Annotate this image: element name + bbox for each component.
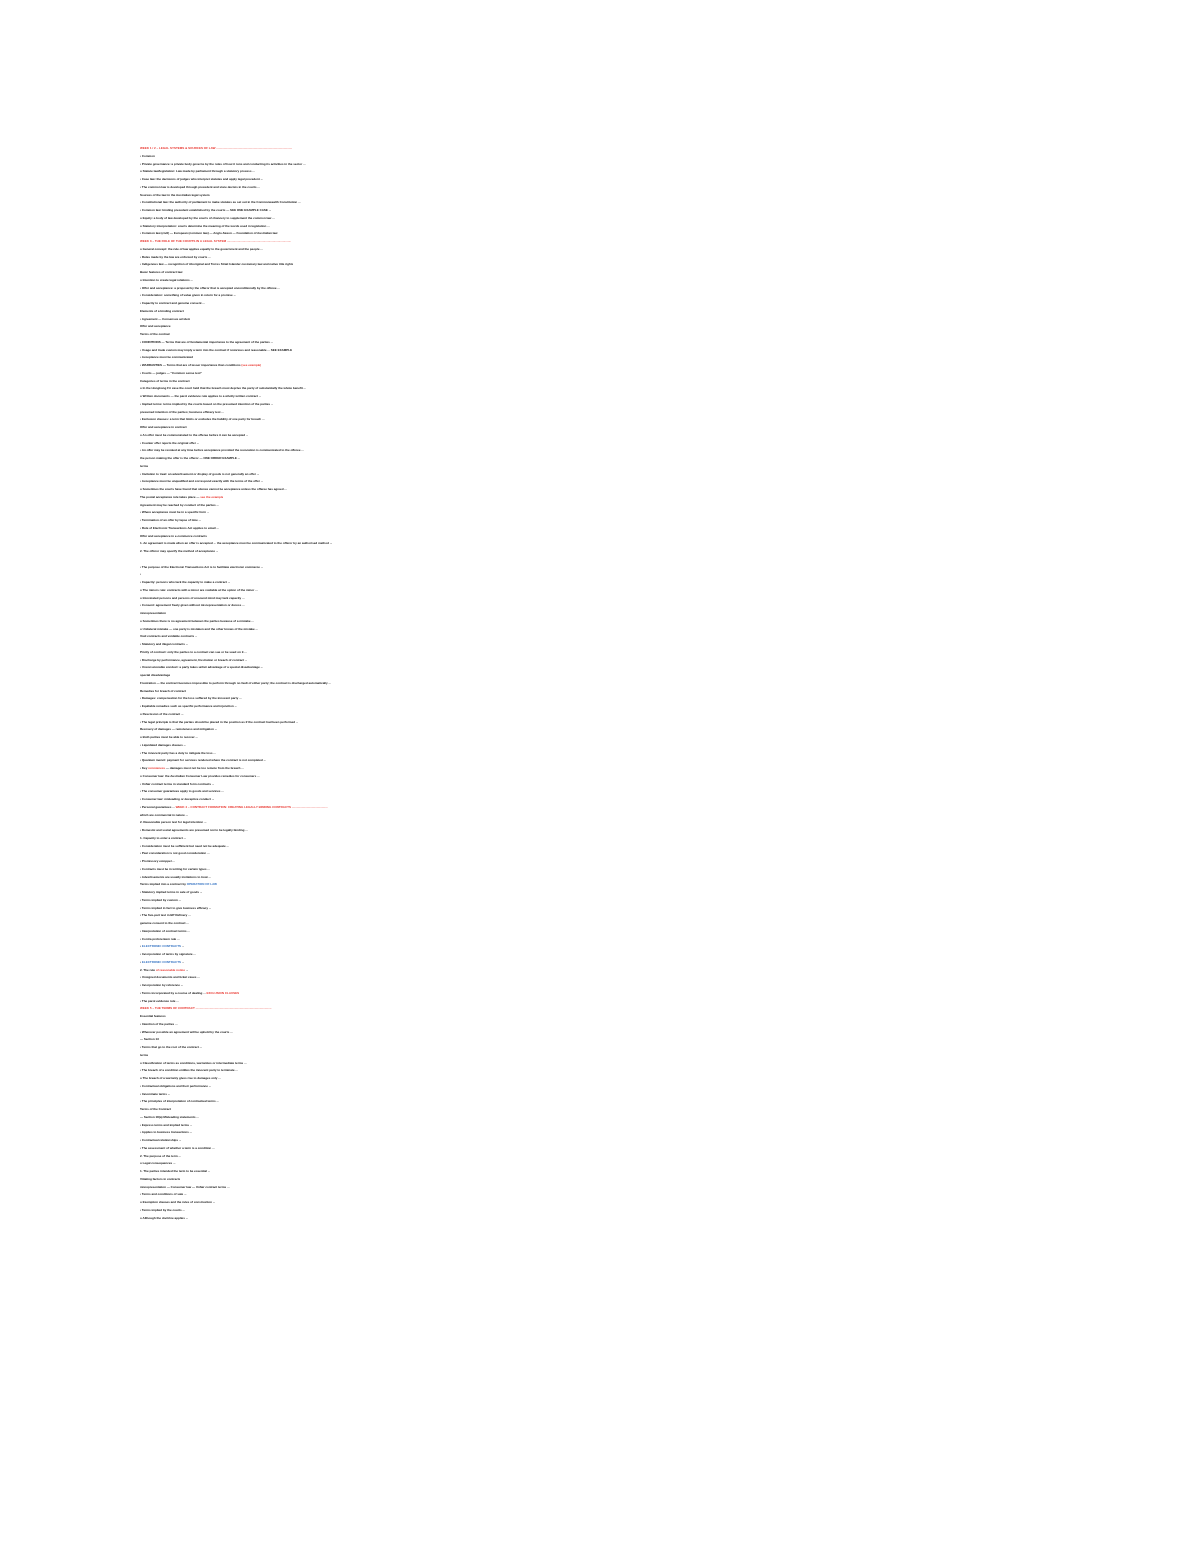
line-text: • Capacity: persons who lack the capacity to make a contract ... (140, 580, 231, 584)
line-text: • Terms that go to the root of the contract ... (140, 1045, 203, 1049)
line-text: • Consideration must be sufficient but need not be adequate ... (140, 843, 230, 848)
document-line (140, 673, 170, 677)
line-text: • The consumer guarantees apply to goods and services ... (140, 789, 224, 794)
document-line (140, 782, 214, 786)
document-line (140, 565, 263, 569)
document-line (140, 402, 273, 406)
line-text: • The common law is developed through precedent and stare decisis in the courts ... (140, 184, 260, 189)
document-line (140, 758, 266, 762)
line-text: Offer and acceptance (140, 324, 171, 329)
line-text: o Classification of terms as conditions, warranties or intermediate terms ... (140, 1060, 247, 1065)
line-text: o Legal consequences ... (140, 1161, 176, 1166)
line-text: • The innocent party has a duty to mitigate the loss ... (140, 750, 216, 755)
document-page (140, 140, 740, 1420)
document-line (140, 727, 217, 731)
line-text: • Intention of the parties ... (140, 1021, 178, 1026)
line-text: 2. The rule (140, 967, 156, 972)
document-line (140, 913, 191, 917)
line-text: • Terms and conditions of sale ... (140, 1192, 187, 1197)
line-text-tail: ... (181, 959, 185, 964)
line-text: • Domestic and social agreements are presumed not to be legally binding ... (140, 828, 248, 832)
document-line (140, 1192, 187, 1196)
document-line (140, 999, 179, 1003)
document-line (140, 510, 209, 514)
document-line (140, 1138, 181, 1142)
document-line (140, 177, 263, 181)
line-text: • Common (140, 153, 155, 158)
line-text-tail: ... (185, 967, 189, 972)
line-text: • Acceptance must be communicated (140, 355, 193, 360)
line-text: o Written documents — the parol evidence rule applies to a wholly written contract ... (140, 394, 262, 398)
line-text: • Terms implied by custom ... (140, 897, 182, 902)
line-text: • The principles of interpretation of contractual terms ... (140, 1099, 220, 1104)
document-line (140, 301, 205, 305)
line-text: o The breach of a warranty gives rise to damages only ... (140, 1076, 221, 1080)
line-text: o In the Hongkong Fir case the court held that the breach must deprive the party of substantially the whole benefit ... (140, 386, 307, 391)
document-line (140, 503, 219, 507)
highlighted-text: (see example) (241, 363, 262, 367)
line-text: • The breach of a condition entitles the innocent party to terminate ... (140, 1068, 238, 1073)
document-line (140, 890, 202, 894)
line-text: • Consideration: something of value given in return for a promise ... (140, 293, 237, 298)
line-text: • (140, 572, 142, 577)
document-line (140, 828, 248, 832)
document-line (140, 332, 170, 336)
document-line (140, 394, 261, 398)
document-line (140, 789, 224, 793)
line-text-tail: — damages must not be too remote from the breach ... (165, 766, 244, 770)
document-line (140, 348, 292, 352)
line-text: o Statutory interpretation: courts determine the meaning of the words used in legislation ... (140, 223, 270, 228)
document-line (140, 944, 184, 948)
section-heading (140, 239, 291, 243)
line-text: The postal acceptance rule takes place — (140, 494, 201, 499)
line-text: • Termination of an offer by lapse of time ... (140, 518, 202, 522)
line-text: Offer and acceptance in e-commerce contracts (140, 533, 207, 538)
line-text: • Wherever possible an agreement will be upheld by the courts ... (140, 1029, 233, 1034)
line-text: 1. The parties intended the term to be essential ... (140, 1169, 211, 1173)
document-line (140, 720, 298, 724)
document-line (140, 1053, 148, 1057)
document-line (140, 231, 278, 235)
line-text: Terms of the Contract (140, 1107, 171, 1111)
document-line (140, 371, 202, 375)
line-text: o Statute law/legislation: Law made by parliament through a statutory process ... (140, 169, 255, 174)
document-line (140, 1169, 210, 1173)
document-line (140, 386, 306, 390)
line-text: • Acceptance must be unqualified and correspond exactly with the terms of the offer ... (140, 479, 264, 484)
document-line (140, 1123, 192, 1127)
document-line (140, 309, 184, 313)
document-line (140, 1177, 180, 1181)
line-text: o General concept: the rule of law applies equally to the government and the people ... (140, 246, 263, 251)
document-line (140, 689, 186, 693)
document-line (140, 479, 263, 483)
line-text: o Both parties must be able to recover ... (140, 735, 199, 739)
document-line (140, 1146, 215, 1150)
document-line (140, 379, 190, 383)
document-line (140, 185, 260, 189)
line-text: • Interpretation of contract terms ... (140, 928, 190, 933)
line-text-tail: ... (181, 944, 185, 949)
document-line (140, 1084, 211, 1088)
line-text: • Express terms and implied terms ... (140, 1122, 193, 1127)
line-text: • Counter offer rejects the original offer ... (140, 440, 200, 445)
document-line (140, 464, 148, 468)
line-text: • Advertisements are usually invitations to treat ... (140, 874, 211, 879)
document-line (140, 224, 270, 228)
line-text: Terms of the contract (140, 332, 171, 336)
line-text: • Where acceptance must be in a specific form ... (140, 510, 210, 515)
document-line (140, 200, 301, 204)
line-text: • (140, 944, 142, 949)
line-text: o Although the doctrine applies ... (140, 1215, 189, 1220)
document-line (140, 960, 184, 964)
line-text: • Common law: binding precedent established by the courts — SEE ONE EXAMPLE CASE ... (140, 208, 272, 212)
line-text: Frustration — the contract becomes impossible to perform through no fault of either party; the contract is discharged automatically ... (140, 680, 332, 685)
document-line (140, 1130, 192, 1134)
line-text: o Consumer law: the Australian Consumer Law provides remedies for consumers ... (140, 773, 260, 778)
document-line (140, 991, 239, 995)
line-text: o Equity: a body of law developed by the courts of chancery to supplement the common law ... (140, 215, 275, 220)
document-line (140, 882, 217, 886)
document-line (140, 1076, 221, 1080)
line-text: • Statutory and illegal contracts ... (140, 642, 189, 646)
document-line (140, 572, 141, 576)
line-text: o Intoxicated persons and persons of unsound mind may lack capacity ... (140, 595, 245, 600)
document-line (140, 906, 211, 910)
line-text: presumed intention of the parties; business efficacy test ... (140, 409, 224, 414)
line-text: • Unfair contract terms in standard form contracts ... (140, 781, 215, 786)
line-text: Remedies for breach of contract (140, 688, 187, 693)
line-text: Terms implied into a contract by (140, 882, 187, 887)
document-line (140, 983, 183, 987)
highlighted-text: remoteness (148, 766, 166, 770)
line-text: • Contractual relationships ... (140, 1138, 182, 1142)
line-text: • Innominate terms ... (140, 1091, 171, 1096)
line-text: o Rescission of the contract ... (140, 711, 184, 716)
line-text: • WARRANTIES — Terms that are of lesser importance than conditions (140, 363, 242, 367)
document-line (140, 1208, 185, 1212)
line-text: • Capacity to contract and genuine consent ... (140, 301, 205, 305)
document-line (140, 665, 263, 669)
document-line (140, 495, 223, 499)
document-line (140, 433, 248, 437)
line-text: • Personal guarantees ... (140, 804, 176, 809)
line-text: • Contra proferentem rule ... (140, 936, 180, 941)
line-text: o An offer must be communicated to the offeree before it can be accepted ... (140, 432, 249, 437)
line-text: WEEK 5 – THE TERMS OF CONTRACT ........................................................................................... (140, 1006, 272, 1011)
line-text: Offer and acceptance in contract (140, 425, 187, 429)
document-line (140, 324, 171, 328)
document-line (140, 859, 175, 863)
document-line (140, 278, 193, 282)
document-line (140, 270, 183, 274)
line-text: o Unilateral mistake — one party is mistaken and the other knows of the mistake ... (140, 626, 259, 631)
line-text: • An offer may be revoked at any time before acceptance provided the revocation is communicated to the offeree ... (140, 448, 304, 453)
line-text: Recovery of damages — remoteness and mitigation ... (140, 727, 218, 732)
document-line (140, 1022, 178, 1026)
document-line (140, 968, 188, 972)
document-line (140, 355, 193, 359)
document-line (140, 1216, 188, 1220)
document-line (140, 805, 328, 809)
line-text: 1. Capacity to enter a contract ... (140, 835, 187, 840)
line-text: • Applies to business transactions ... (140, 1130, 193, 1135)
document-line (140, 1037, 159, 1041)
line-text: — Section 13 (140, 1037, 159, 1042)
document-line (140, 580, 230, 584)
line-text: o Exemption clauses and the rules of construction ... (140, 1200, 216, 1204)
line-text: the person making the offer is the offeror — ONE ORDER EXAMPLE ... (140, 456, 241, 460)
document-line (140, 1068, 238, 1072)
document-line (140, 340, 273, 344)
line-text: which are commercial in nature ... (140, 812, 189, 817)
document-line (140, 208, 271, 212)
document-line (140, 929, 190, 933)
document-line (140, 247, 263, 251)
line-text: — Section 18(a) Misleading statements ... (140, 1114, 199, 1119)
section-heading (140, 1006, 272, 1010)
document-line (140, 1045, 202, 1049)
line-text: Categories of terms in the contract (140, 378, 190, 383)
line-text: o Sometimes the courts have found that silence cannot be acceptance unless the offeree has agreed ... (140, 487, 287, 491)
line-text: • Quantum meruit: payment for services rendered where the contract is not completed ... (140, 758, 267, 763)
document-line (140, 619, 254, 623)
document-line (140, 363, 261, 367)
document-line (140, 1014, 166, 1018)
line-text: • Statutory implied terms in sale of goods ... (140, 890, 203, 894)
line-text: • (140, 959, 142, 964)
line-text: • Agreement — Consensus ad idem (140, 316, 191, 321)
line-text: • Common law (civil) — European (common law) — Anglo-Saxon — Foundation of Australian law (140, 231, 278, 236)
document-line (140, 774, 260, 778)
highlighted-text: OPERATION OF LAW (186, 882, 217, 887)
line-text: misrepresentation (140, 611, 167, 615)
document-line (140, 441, 199, 445)
document-line (140, 650, 247, 654)
document-line (140, 216, 275, 220)
line-text: • Terms implied by the courts ... (140, 1207, 186, 1212)
document-line (140, 425, 187, 429)
line-text: 1. An agreement is made when an offer is accepted ... the acceptance must be communicated to the offeror by an authorised method ... (140, 541, 333, 546)
document-line (140, 898, 181, 902)
document-line (140, 658, 247, 662)
line-text: • The legal principle is that the parties should be placed in the position as if the contract had been performed ... (140, 719, 299, 724)
line-text: WEEK 3 – THE ROLE OF THE COURTS IN A LEGAL SYSTEM ............................................................................. (140, 239, 292, 243)
document-line (140, 937, 180, 941)
line-text: Elements of a binding contract (140, 308, 184, 313)
document-line (140, 1030, 233, 1034)
line-text: • Offer and acceptance: a proposal by the offeror that is accepted unconditionally by the offeree ... (140, 285, 280, 290)
document-line (140, 549, 218, 553)
document-line (140, 712, 184, 716)
line-text: • Equitable remedies such as specific performance and injunction ... (140, 704, 238, 708)
document-line (140, 735, 198, 739)
highlighted-text: see the example (200, 494, 224, 499)
document-line (140, 642, 188, 646)
document-line (140, 603, 245, 607)
line-text: • Rules made by the law are enforced by courts ... (140, 254, 211, 259)
line-text: genuine consent to the contract ... (140, 921, 189, 925)
line-text: • Contractual obligations and their performance ... (140, 1083, 212, 1088)
document-line (140, 169, 255, 173)
line-text: • Past consideration is not good consideration ... (140, 851, 210, 856)
line-text: • The assessment of whether a term is a condition ... (140, 1145, 215, 1150)
line-text: terms (140, 463, 149, 468)
document-line (140, 588, 258, 592)
document-line (140, 696, 242, 700)
line-text: • Terms incorporated by a course of dealing ... (140, 990, 207, 995)
document-line (140, 952, 196, 956)
document-line (140, 851, 210, 855)
document-line (140, 1200, 215, 1204)
document-line (140, 836, 186, 840)
document-line (140, 611, 166, 615)
document-line (140, 1107, 171, 1111)
document-line (140, 797, 214, 801)
line-text: terms (140, 1052, 149, 1057)
line-text: 2. Reasonable person test for legal intention ... (140, 820, 207, 825)
document-line (140, 541, 332, 545)
line-text: Essential features (140, 1014, 166, 1018)
line-text: • Implied terms: terms implied by the courts based on the presumed intention of the parties ... (140, 401, 274, 406)
document-line (140, 417, 265, 421)
highlighted-text: ELECTRONIC CONTRACTS (141, 959, 182, 964)
document-body (140, 140, 740, 1420)
line-text: o Sometimes there is no agreement between the parties because of a mistake ... (140, 618, 254, 623)
document-line (140, 1161, 176, 1165)
document-line (140, 193, 210, 197)
line-text: • Consumer law: misleading or deceptive conduct ... (140, 797, 215, 801)
document-line (140, 743, 186, 747)
highlighted-text: of reasonable notice (155, 967, 186, 972)
line-text: o Intention to create legal relations ... (140, 277, 194, 282)
line-text: • Rule of Electronic Transactions Act applies to email ... (140, 525, 219, 530)
document-line (140, 162, 306, 166)
line-text: Basic features of contract law (140, 270, 183, 274)
document-line (140, 255, 211, 259)
line-text: • Unsigned documents and ticket cases ... (140, 975, 200, 980)
document-line (140, 456, 240, 460)
line-text: • Contracts must be in writing for certain types ... (140, 866, 210, 871)
document-line (140, 526, 219, 530)
line-text: • Consent: agreement freely given without misrepresentation or duress ... (140, 603, 245, 608)
document-line (140, 262, 293, 266)
line-text: • CONDITIONS — Terms that are of fundamental importance to the agreement of the parties ... (140, 339, 274, 344)
document-line (140, 704, 237, 708)
document-line (140, 844, 229, 848)
line-text: • Constitutional law: the authority of parliament to make statutes as set out in the Commonwealth Constitution ... (140, 200, 301, 205)
document-line (140, 634, 197, 638)
document-line (140, 1061, 247, 1065)
line-text: • Terms implied in fact to give business efficacy ... (140, 905, 212, 910)
line-text: 2. The offeror may specify the method of acceptance ... (140, 549, 219, 553)
document-line (140, 293, 236, 297)
line-text: • Usage and trade custom may imply a term into the contract if notorious and reasonable ... SEE EXAMPLE (140, 347, 293, 352)
line-text: • Promissory estoppel ... (140, 859, 175, 863)
line-text: • Case law: the decisions of judges who interpret statutes and apply legal precedent ... (140, 177, 264, 181)
document-line (140, 813, 188, 817)
highlighted-text: WEEK 4 – CONTRACT FORMATION: CREATING LEGALLY BINDING CONTRACTS ........................................... (175, 804, 328, 809)
line-text: • Private governance: a private body governs by the rules of how it runs and conducting its activities in the sector ... (140, 161, 306, 166)
document-line (140, 681, 331, 685)
section-heading (140, 146, 292, 150)
document-line (140, 1099, 219, 1103)
line-text: o The minors rule: contracts with a minor are voidable at the option of the minor ... (140, 587, 258, 592)
document-line (140, 472, 259, 476)
document-line (140, 751, 216, 755)
document-line (140, 154, 155, 158)
line-text: Privity of contract: only the parties to a contract can sue or be sued on it ... (140, 649, 247, 654)
line-text: • Unconscionable conduct: a party takes unfair advantage of a special disadvantage ... (140, 665, 264, 670)
line-text: misrepresentation — Consumer law — Unfair contract terms ... (140, 1184, 230, 1189)
line-text: • The purpose of the Electronic Transactions Act is to facilitate electronic commerce ... (140, 564, 264, 569)
document-line (140, 875, 211, 879)
line-text: • Liquidated damages clauses ... (140, 742, 187, 747)
line-text: • Key (140, 766, 149, 770)
line-text: • Indigenous law — recognition of Aboriginal and Torres Strait Islander customary law and native title rights (140, 262, 294, 267)
line-text: Sources of the law in the Australian legal system (140, 192, 210, 197)
line-text: • Invitation to treat: an advertisement or display of goods is not generally an offer ... (140, 471, 260, 476)
document-line (140, 766, 244, 770)
line-text: • The parol evidence rule ... (140, 998, 179, 1003)
line-text: special disadvantage (140, 673, 171, 677)
document-line (140, 1092, 170, 1096)
document-line (140, 534, 207, 538)
document-line (140, 867, 210, 871)
line-text: • Exclusion clauses: a term that limits or excludes the liability of one party for breach ... (140, 417, 265, 422)
document-line (140, 518, 201, 522)
line-text: • Incorporation by reference ... (140, 983, 184, 987)
line-text: Vitiating factors in contracts (140, 1176, 181, 1181)
document-line (140, 448, 304, 452)
line-text: • Incorporation of terms by signature ... (140, 952, 196, 956)
document-line (140, 410, 224, 414)
line-text: Void contracts and voidable contracts ... (140, 634, 198, 639)
line-text: WEEK 1 / 2 – LEGAL SYSTEMS & SOURCES OF LAW ........................................................................................... (140, 146, 293, 150)
document-line (140, 820, 207, 824)
document-line (140, 487, 287, 491)
document-line (140, 596, 245, 600)
line-text: • Discharge by performance, agreement, frustration or breach of contract ... (140, 657, 248, 662)
document-line (140, 1154, 181, 1158)
line-text: • Damages: compensation for the loss suffered by the innocent party ... (140, 696, 242, 701)
document-line (140, 1185, 230, 1189)
document-line (140, 627, 258, 631)
document-line (140, 1115, 199, 1119)
line-text: • The five-part test in BP Refinery ... (140, 913, 191, 918)
highlighted-text: EXCLUSION CLAUSES (206, 990, 240, 995)
document-line (140, 286, 280, 290)
line-text: 2. The purpose of the term ... (140, 1153, 182, 1158)
document-line (140, 975, 200, 979)
highlighted-text: ELECTRONIC CONTRACTS (141, 944, 182, 949)
document-line (140, 317, 190, 321)
line-text: • Courts — judges — "Common sense test" (140, 370, 202, 375)
line-text: Agreement may be reached by conduct of the parties ... (140, 502, 220, 507)
document-line (140, 921, 189, 925)
